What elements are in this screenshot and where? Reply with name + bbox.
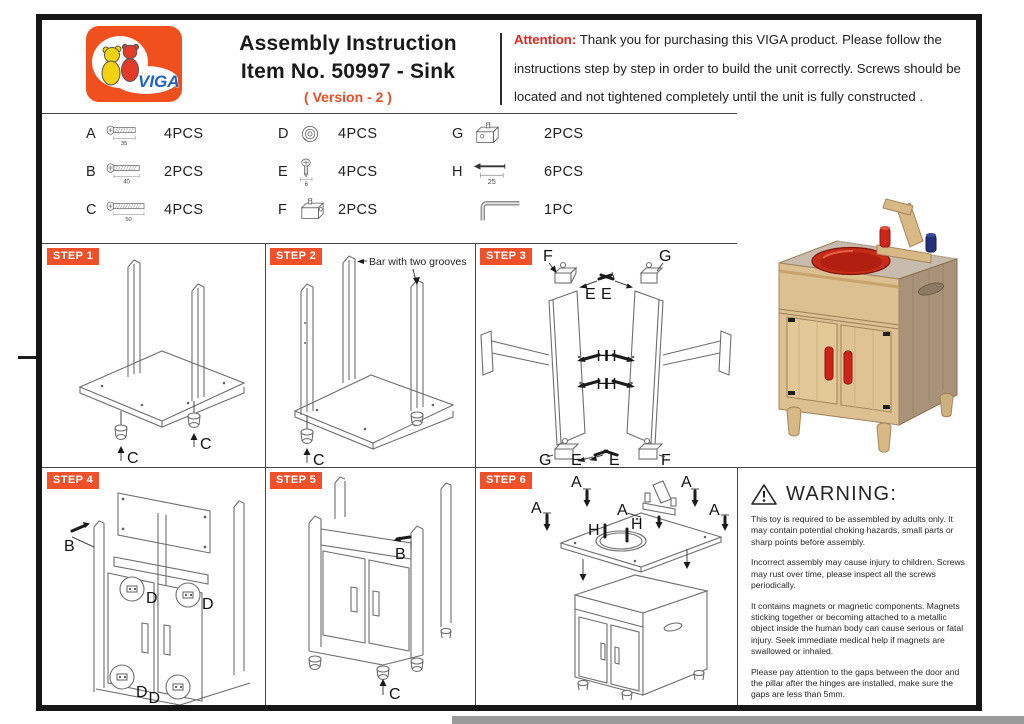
callout-a: A <box>681 474 692 491</box>
part-row-c <box>86 192 203 228</box>
dowel-pin-icon <box>472 159 510 185</box>
bracket-g-icon <box>472 121 506 147</box>
cabinet-body <box>575 575 707 700</box>
faucet-knob-red <box>880 228 890 247</box>
callout-h: H <box>605 376 617 393</box>
callout-e: E <box>585 286 596 303</box>
step2-badge: STEP 2 <box>270 248 322 265</box>
dim-label: 35 <box>120 141 128 146</box>
callout-a: A <box>709 502 720 519</box>
callout-d: D <box>202 596 214 613</box>
part-letter: A <box>86 126 96 142</box>
step6-diagram <box>475 467 737 705</box>
print-registration-mark <box>18 356 36 359</box>
faucet-knob-blue <box>926 235 936 252</box>
callout-f: F <box>661 452 671 467</box>
part-row-b <box>86 154 203 190</box>
step4-panel <box>42 467 265 705</box>
step2-diagram <box>265 243 475 467</box>
callout-c: C <box>200 436 212 453</box>
callout-h: H <box>588 522 600 539</box>
step1-diagram <box>42 243 265 467</box>
warning-triangle-icon <box>751 483 777 506</box>
side-bar-right <box>663 331 731 375</box>
callout-h: H <box>605 348 617 365</box>
dim-label: 6 <box>304 182 309 187</box>
step5-diagram <box>265 467 475 705</box>
callout-h: H <box>596 376 608 393</box>
step3-diagram <box>475 243 737 467</box>
allen-key-icon <box>472 195 528 225</box>
callout-a: A <box>571 474 582 491</box>
part-letter: H <box>452 164 463 180</box>
left-door <box>549 291 585 445</box>
dim-label: 25 <box>487 177 496 185</box>
step4-diagram <box>42 467 265 705</box>
bracket-f-icon <box>298 197 330 223</box>
side-bar-left <box>481 331 549 375</box>
warning-section <box>737 467 976 705</box>
callout-d: D <box>148 690 160 705</box>
step5-panel <box>265 467 475 705</box>
dim-label: 50 <box>125 216 132 222</box>
callout-g: G <box>659 248 672 265</box>
part-letter: B <box>86 164 96 180</box>
part-row-e <box>278 154 377 190</box>
part-row-g <box>452 116 583 152</box>
doc-title: Assembly Instruction <box>239 32 457 55</box>
bracket-g-top <box>641 263 662 284</box>
scan-edge-strip <box>452 716 1024 724</box>
callout-f: F <box>543 248 553 265</box>
warning-title: WARNING: <box>786 483 898 505</box>
part-letter: C <box>86 202 97 218</box>
step3-badge: STEP 3 <box>480 248 532 265</box>
base-edge <box>309 651 423 665</box>
part-row-h <box>452 154 583 190</box>
part-letter: G <box>452 126 464 142</box>
door-handle-right <box>844 351 852 384</box>
callout-c: C <box>389 686 401 703</box>
part-qty: 4PCS <box>164 126 204 142</box>
callout-g: G <box>539 452 552 467</box>
header-divider <box>500 33 502 105</box>
part-qty: 1PC <box>544 202 574 218</box>
part-row-a <box>86 116 203 152</box>
screw-35-icon <box>106 122 154 146</box>
product-photo <box>737 113 976 467</box>
part-letter: F <box>278 202 287 218</box>
part-qty: 2PCS <box>164 164 204 180</box>
step1-badge: STEP 1 <box>47 248 99 265</box>
part-qty: 2PCS <box>544 126 584 142</box>
item-number: Item No. 50997 - Sink <box>240 60 456 84</box>
page-frame <box>36 14 982 711</box>
doors <box>323 551 409 651</box>
foot-left <box>301 415 313 443</box>
part-row-f <box>278 192 377 228</box>
part-row-d <box>278 116 377 152</box>
attention-note <box>514 26 970 112</box>
warning-paragraph: It contains magnets or magnetic components. Magnets sticking together or becoming attached to a metallic object inside the human body can cause serious or fatal injury. Seek immediate medical help if magnets are swallowed or inhaled. <box>751 600 964 657</box>
viga-logo <box>86 26 182 104</box>
part-qty: 4PCS <box>164 202 204 218</box>
callout-b: B <box>395 546 406 563</box>
callout-d: D <box>146 590 158 607</box>
foot-left <box>115 411 127 439</box>
bracket-f-top <box>555 263 576 284</box>
part-qty: 4PCS <box>338 164 378 180</box>
callout-b: B <box>64 538 75 555</box>
bar-grooves-annotation: Bar with two grooves <box>369 256 467 268</box>
callout-h: H <box>596 348 608 365</box>
step3-panel <box>475 243 737 467</box>
right-door <box>627 291 663 445</box>
callout-c: C <box>127 450 139 467</box>
callout-a: A <box>531 500 542 517</box>
callout-e: E <box>601 286 612 303</box>
warning-paragraph: Please pay attention to the gaps between the door and the pillar after the hinges are installed, make sure the gaps are less than 5mm. <box>751 666 960 700</box>
part-letter: E <box>278 164 288 180</box>
step6-panel <box>475 467 737 705</box>
screw-50-icon <box>106 198 164 222</box>
door-handle-left <box>825 347 833 380</box>
step1-panel <box>42 243 265 467</box>
back-panel <box>118 493 210 553</box>
cam-lock-icon <box>298 122 322 146</box>
step4-badge: STEP 4 <box>47 472 99 489</box>
callout-e: E <box>571 452 582 467</box>
attention-text: Thank you for purchasing this VIGA product. Please follow the instructions step by step in order to build the unit correctly. Screws should be located and not tightened completely until the unit is fully constructed . <box>514 32 961 104</box>
step5-badge: STEP 5 <box>270 472 322 489</box>
warning-body <box>751 514 966 701</box>
warning-paragraph: This toy is required to be assembled by adults only. It may contain potential choking hazards, small parts or sharp points before assembly. <box>751 514 954 547</box>
part-qty: 6PCS <box>544 164 584 180</box>
screw-40-icon <box>106 160 159 184</box>
callout-a: A <box>617 502 628 519</box>
part-row-allen <box>452 192 573 228</box>
logo-wordmark: VIGA <box>138 72 180 91</box>
callout-h: H <box>631 516 643 533</box>
title-block <box>198 30 498 105</box>
step6-badge: STEP 6 <box>480 472 532 489</box>
version-label: ( Version - 2 ) <box>304 88 392 105</box>
callout-c: C <box>313 452 325 467</box>
part-qty: 4PCS <box>338 126 378 142</box>
callout-e: E <box>609 452 620 467</box>
small-screw-icon <box>298 157 322 187</box>
part-letter: D <box>278 126 289 142</box>
attention-label: Attention: <box>514 32 577 47</box>
dim-label: 40 <box>123 179 130 184</box>
warning-paragraph: Incorrect assembly may cause injury to children. Screws may rust over time, please inspect all the screws periodically. <box>751 557 965 591</box>
step2-panel <box>265 243 475 467</box>
part-qty: 2PCS <box>338 202 378 218</box>
callout-d: D <box>136 684 148 701</box>
